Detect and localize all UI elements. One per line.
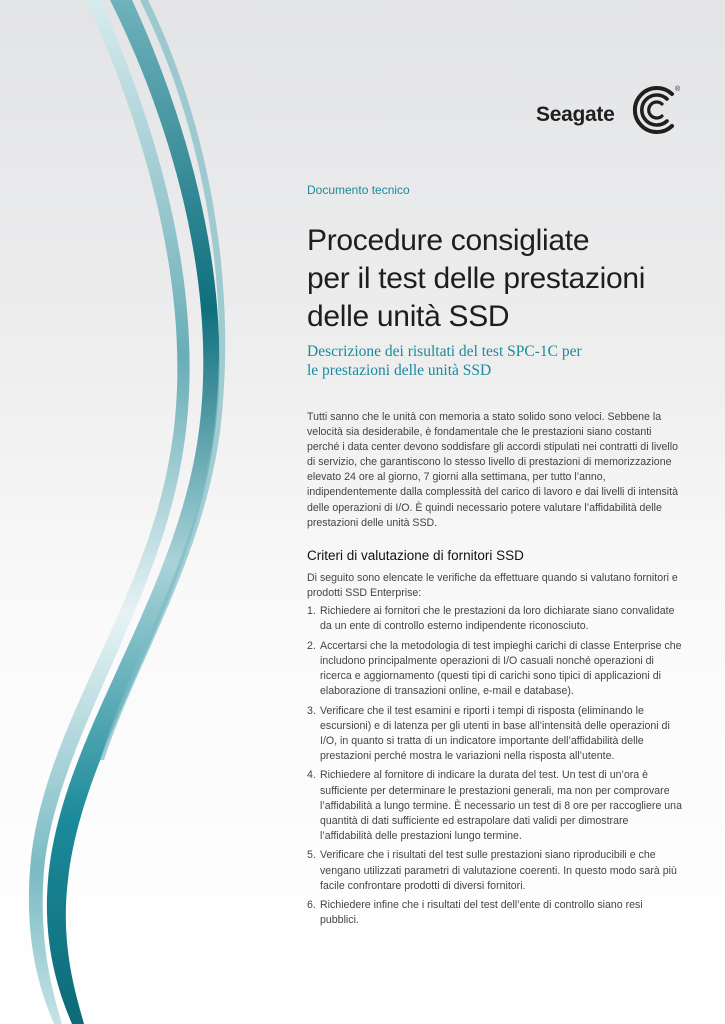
ribbon-band-outer xyxy=(47,0,220,1024)
list-item-text: Verificare che il test esamini e riporti i tempi di risposta (eliminando le escursioni) e di latenza per gli utenti in base all’intensità delle operazioni di I/O, in quanto si tratta di un indicatore importante dell’affidabilità delle prestazioni perché mostra le variazioni nella risposta all’utente. xyxy=(320,704,670,762)
criteria-list xyxy=(307,604,682,933)
title-line: delle unità SSD xyxy=(307,300,510,333)
list-item-text: Accertarsi che la metodologia di test impieghi carichi di classe Enterprise che includono principalmente operazioni di I/O casuali nonché operazioni di ricerca e aggiornamento (questi tipi di carichi sono tipici di applicazioni di elaborazione di transazioni online, e-mail e database). xyxy=(320,639,682,697)
subtitle-line: Descrizione dei risultati del test SPC-1C per xyxy=(307,343,582,360)
list-item xyxy=(307,604,682,634)
seagate-spiral-icon xyxy=(626,82,682,138)
list-item-number: 2. xyxy=(307,639,316,652)
list-item-number: 4. xyxy=(307,769,316,782)
list-item xyxy=(307,898,682,928)
list-item-text: Richiedere al fornitore di indicare la durata del test. Un test di un’ora è sufficiente per determinare le prestazioni generali, ma non per comprovare l’affidabilità a lungo termine. È necessario un test di 8 ore per raccogliere una quantità di dati sufficiente ed estrapolare dati validi per dimostrare l’affidabilità delle prestazioni lungo termine. xyxy=(320,769,682,842)
list-item-number: 5. xyxy=(307,849,316,862)
intro-paragraph: Tutti sanno che le unità con memoria a stato solido sono veloci. Sebbene la velocità sia desiderabile, è fondamentale che le prestazioni siano costanti perché i data center devono soddisfare gli accordi stipulati nei contratti di livello di servizio, che garantiscono lo stesso livello di prestazioni di memorizzazione elevato 24 ore al giorno, 7 giorni alla settimana, per tutto l’anno, indipendentemente dalla complessità del carico di lavoro e dai livelli di intensità delle operazioni di I/O. È quindi necessario potere valutare l’affidabilità delle prestazioni delle unità SSD. xyxy=(307,411,678,529)
list-item xyxy=(307,768,682,843)
seagate-logo xyxy=(536,82,686,138)
list-item-text: Verificare che i risultati del test sulle prestazioni siano riproducibili e che vengano utilizzati parametri di valutazione coerenti. In questo modo sarà più facile confrontare prodotti di diversi fornitori. xyxy=(320,849,677,892)
section-intro: Di seguito sono elencate le verifiche da effettuare quando si valutano fornitori e prodotti SSD Enterprise: xyxy=(307,572,678,600)
list-item xyxy=(307,848,682,893)
title-line: Procedure consigliate xyxy=(307,224,590,257)
list-item xyxy=(307,704,682,764)
page-title xyxy=(307,222,697,336)
page-subtitle xyxy=(307,342,687,380)
list-item-text: Richiedere infine che i risultati del test dell’ente di controllo siano resi pubblici. xyxy=(320,899,643,927)
list-item-number: 3. xyxy=(307,704,316,717)
list-item xyxy=(307,639,682,699)
document-type-label: Documento tecnico xyxy=(307,183,410,197)
section-heading: Criteri di valutazione di fornitori SSD xyxy=(307,548,524,563)
registered-mark: ® xyxy=(675,86,681,93)
subtitle-line: le prestazioni delle unità SSD xyxy=(307,362,492,379)
title-line: per il test delle prestazioni xyxy=(307,262,646,295)
decorative-ribbon xyxy=(0,0,240,1024)
logo-wordmark: Seagate xyxy=(536,103,615,126)
list-item-number: 6. xyxy=(307,899,316,912)
list-item-text: Richiedere ai fornitori che le prestazioni da loro dichiarate siano convalidate da un ente di controllo esterno indipendente riconosciuto. xyxy=(320,605,675,633)
list-item-number: 1. xyxy=(307,605,316,617)
